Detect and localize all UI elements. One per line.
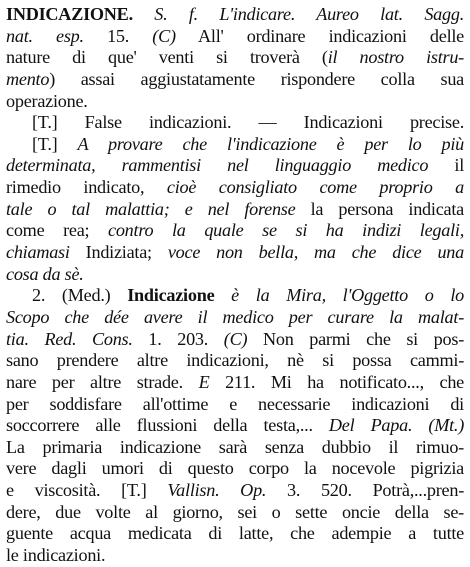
body-text: ) assai aggiustatamente rispondere colla sua [49,68,464,89]
entry-line [6,4,464,26]
entry-line [6,91,464,113]
entry-line [6,134,464,156]
body-text: operazione. [6,90,88,111]
entry-line [6,264,464,286]
body-text: La primaria indicazione sarà senza dubbio il rimuo- [6,436,464,457]
body-text [214,285,231,305]
body-text: Indiziata; [69,242,168,263]
italic-text: Vallisn. Op. [167,480,267,501]
body-text: vere dagli umori di questo corpo la nocevole pigrizia [6,458,464,479]
entry-line [6,47,464,69]
body-text: le indicazioni. [6,545,106,566]
headword-text: INDICAZIONE. [6,4,133,24]
entry-line [6,329,464,351]
body-text: rimedio indicato, [6,177,167,198]
entry-line [6,242,464,264]
body-text: il [428,155,464,176]
entry-line [6,372,464,394]
entry-line [6,155,464,177]
italic-text: chiamasi [6,242,70,263]
body-text: nature di que' venti si troverà ( [6,47,328,68]
entry-line [6,350,464,372]
body-text: Non parmi che si pos- [247,328,465,349]
entry-line [6,394,464,416]
entry-line [6,480,464,502]
italic-text: E [198,371,210,392]
italic-text: contro la quale se si ha indizi legali, [108,220,465,241]
italic-text: determinata, rammentisi nel linguaggio medico [6,155,429,176]
headword-text: Indicazione [127,285,215,306]
entry-line [6,458,464,480]
body-text: guente acqua medicata di latte, che adempie a tutte [6,523,464,544]
entry-line [6,177,464,199]
italic-text: tia. Red. Cons. [6,328,133,349]
body-text: la persona indicata [295,198,464,219]
entry-line [6,285,464,307]
entry-line [6,220,464,242]
italic-text: mento [6,68,50,89]
body-text [133,4,154,24]
body-text: come rea; [6,220,109,241]
body-text: 211. Mi ha notificato..., che [209,371,464,392]
entry-line [6,112,464,134]
body-text: e viscosità. [T.] [6,480,168,501]
italic-text: è la Mira, l'Oggetto o lo [231,285,464,306]
italic-text: il nostro istru- [327,47,464,68]
body-text: [T.] False indicazioni. — Indicazioni precise. [32,112,464,133]
italic-text: tale o tal malattia; e nel forense [6,198,296,219]
body-text: per soddisfare all'ottime e necessarie indicazioni di [6,393,464,414]
entry-line [6,307,464,329]
entry-line [6,69,464,91]
italic-text: (C) [223,328,248,349]
italic-text: S. f. L'indicare. Aureo lat. Sagg. [154,4,464,24]
italic-text: Scopo che dée avere il medico per curare la malat- [6,306,464,327]
body-text: sano prendere altre indicazioni, nè si possa cammi- [6,350,464,371]
body-text: 3. 520. Potrà,...pren- [266,480,465,501]
italic-text: cosa da sè. [6,263,84,284]
body-text: nare per altre strade. [6,371,199,392]
body-text: 1. 203. [132,328,224,349]
entry-line [6,26,464,48]
body-text: 15. [83,25,153,46]
italic-text: voce non bella, ma che dice una [167,242,464,263]
body-text: soccorrere alle flussioni della testa,... [6,415,329,436]
italic-text: A provare che l'indicazione è per lo più [77,133,465,154]
body-text: 2. (Med.) [32,285,128,306]
entry-line [6,545,464,567]
italic-text: (C) [152,25,176,46]
entry-line [6,415,464,437]
italic-text: Del Papa. (Mt.) [328,415,465,436]
entry-line [6,199,464,221]
entry-line [6,437,464,459]
body-text: dere, due volte al giorno, sei o sette oncie della se- [6,501,464,522]
italic-text: cioè consigliato come proprio a [166,177,465,198]
italic-text: nat. esp. [6,25,84,46]
body-text: [T.] [32,133,78,154]
entry-line [6,502,464,524]
body-text: All' ordinare indicazioni delle [175,25,464,46]
entry-line [6,523,464,545]
